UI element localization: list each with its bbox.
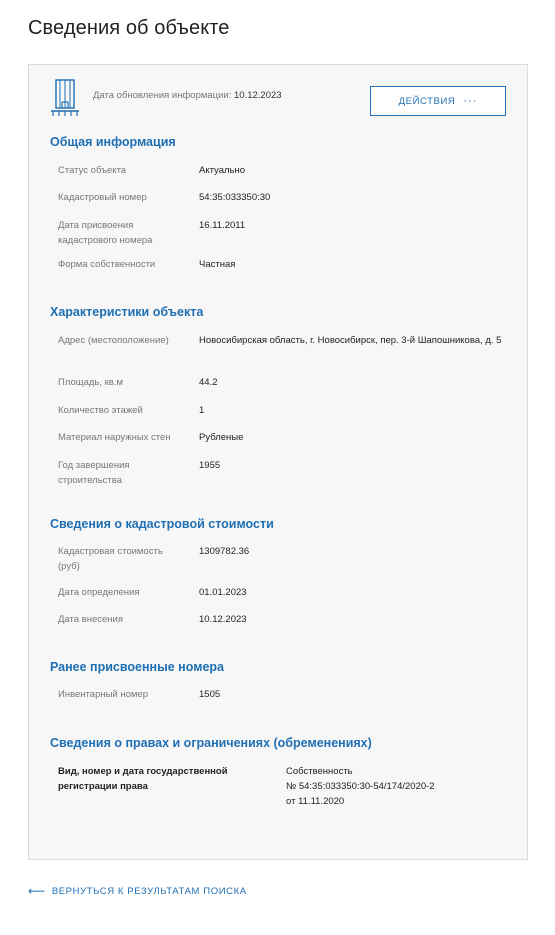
row-value: 54:35:033350:30: [199, 192, 271, 203]
row-label: Дата внесения: [58, 614, 123, 625]
row-label: Статус объекта: [58, 165, 127, 176]
more-dots-icon: ···: [463, 95, 478, 107]
back-to-results-label: ВЕРНУТЬСЯ К РЕЗУЛЬТАТАМ ПОИСКА: [51, 885, 247, 897]
row-label: Дата определения: [58, 587, 140, 598]
row-value: Рубленые: [199, 432, 244, 443]
row-value: Частная: [199, 259, 236, 270]
row-value: Новосибирская область, г. Новосибирск, пер. 3-й Шапошникова, д. 5: [199, 335, 502, 346]
rights-number: № 54:35:033350:30-54/174/2020-2: [286, 781, 435, 792]
row-label: Кадастровая стоимость (руб): [58, 546, 163, 572]
row-label: Инвентарный номер: [58, 689, 149, 700]
row-label: Форма собственности: [58, 259, 156, 270]
section-cadastral-value-title: Сведения о кадастровой стоимости: [50, 517, 274, 531]
rights-label: Вид, номер и дата государственной регистрации права: [58, 766, 228, 792]
row-value: 44.2: [199, 377, 218, 388]
update-info: [93, 90, 282, 101]
row-label: Год завершения строительства: [58, 460, 130, 486]
section-rights-title: Сведения о правах и ограничениях (обременениях): [50, 736, 372, 750]
section-previous-numbers-title: Ранее присвоенные номера: [50, 660, 224, 674]
row-value: 16.11.2011: [199, 220, 246, 231]
row-label: Кадастровый номер: [58, 192, 147, 203]
arrow-left-icon: ⟵: [28, 884, 46, 898]
object-info-card: [28, 64, 528, 860]
page-title: Сведения об объекте: [28, 17, 230, 39]
back-to-results-link[interactable]: [28, 884, 247, 898]
row-value: 01.01.2023: [199, 587, 247, 598]
row-value: 1505: [199, 689, 221, 700]
row-value: 1955: [199, 460, 221, 471]
row-value: 10.12.2023: [199, 614, 247, 625]
building-icon: [49, 77, 81, 117]
actions-label: ДЕЙСТВИЯ: [398, 95, 456, 107]
row-value: 1: [199, 405, 205, 416]
rights-value: [286, 764, 506, 809]
row-label: Площадь, кв.м: [58, 377, 124, 388]
row-label: Количество этажей: [58, 405, 143, 416]
row-value: Актуально: [199, 165, 246, 176]
actions-button[interactable]: [370, 86, 506, 116]
update-label: Дата обновления информации:: [93, 90, 232, 101]
row-value: 1309782.36: [199, 546, 250, 557]
section-characteristics-title: Характеристики объекта: [50, 305, 204, 319]
section-general-title: Общая информация: [50, 135, 176, 149]
rights-type: Собственность: [286, 766, 353, 777]
rights-date: от 11.11.2020: [286, 796, 345, 807]
row-label: Адрес (местоположение): [58, 335, 169, 346]
update-date: 10.12.2023: [234, 90, 282, 101]
row-label: Дата присвоения кадастрового номера: [58, 220, 153, 246]
row-label: Материал наружных стен: [58, 432, 171, 443]
